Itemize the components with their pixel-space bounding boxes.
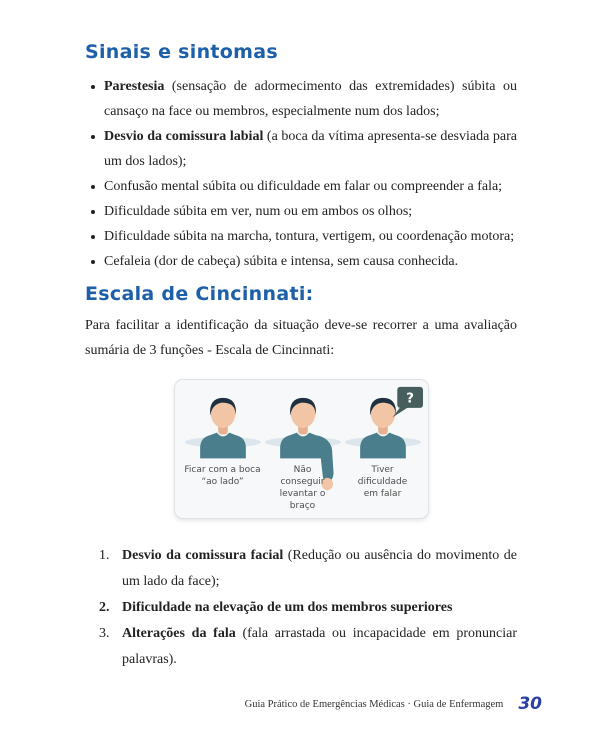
svg-text:?: ? (405, 391, 414, 407)
section-title-signs: Sinais e sintomas (85, 41, 278, 63)
signs-bullet-item: Desvio da comissura labial (a boca da vítima apresenta-se desviada para um dos lados); (85, 124, 517, 174)
section-title-cincinnati: Escala de Cincinnati: (85, 283, 314, 305)
list-item-number: 3. (99, 626, 110, 641)
signs-bullet-item: Confusão mental súbita ou dificuldade em falar ou compreender a fala; (85, 174, 517, 199)
list-item-text: Dificuldade na elevação de um dos membros superiores (122, 600, 453, 615)
footer-title: Guia Prático de Emergências Médicas · Guia de Enfermagem (244, 698, 504, 710)
page-number: 30 (518, 694, 542, 714)
page-footer (245, 694, 542, 714)
signs-bullet-item: Cefaleia (dor de cabeça) súbita e intensa, sem causa conhecida. (85, 249, 517, 274)
list-item-text: Desvio da comissura facial (Redução ou ausência do movimento de um lado da face); (122, 548, 517, 589)
figure-face-droop (183, 390, 263, 512)
cincinnati-list-item (99, 621, 517, 673)
figure-arm-weakness (263, 390, 343, 512)
signs-bullet-list (85, 74, 517, 274)
figure-label-arm: Não conseguir levantar o braço (279, 465, 326, 511)
signs-bullet-item: Dificuldade súbita na marcha, tontura, vertigem, ou coordenação motora; (85, 224, 517, 249)
list-item-text: Alterações da fala (fala arrastada ou incapacidade em pronunciar palavras). (122, 626, 517, 667)
cincinnati-list-item (99, 595, 517, 621)
signs-bullet-item: Parestesia (sensação de adormecimento das extremidades) súbita ou cansaço na face ou membros, especialmente num dos lados; (85, 74, 517, 124)
speech-bubble-icon (392, 387, 422, 417)
list-item-number: 2. (99, 600, 110, 615)
person-face-droop-icon (183, 390, 263, 460)
cincinnati-intro: Para facilitar a identificação da situação deve-se recorrer a uma avaliação sumária de 3 funções - Escala de Cincinnati: (85, 318, 517, 358)
cincinnati-list-item (99, 543, 517, 595)
figure-label-mouth: Ficar com a boca “ao lado” (184, 465, 261, 487)
cincinnati-numbered-list (99, 543, 517, 673)
person-speech-difficulty-icon (343, 390, 423, 460)
person-arm-weakness-icon (263, 390, 343, 460)
signs-bullet-item: Dificuldade súbita em ver, num ou em ambos os olhos; (85, 199, 517, 224)
cincinnati-illustration (174, 379, 429, 519)
figure-speech-difficulty (343, 390, 423, 512)
list-item-number: 1. (99, 548, 110, 563)
figure-label-speech: Tiver dificuldade em falar (357, 465, 408, 499)
